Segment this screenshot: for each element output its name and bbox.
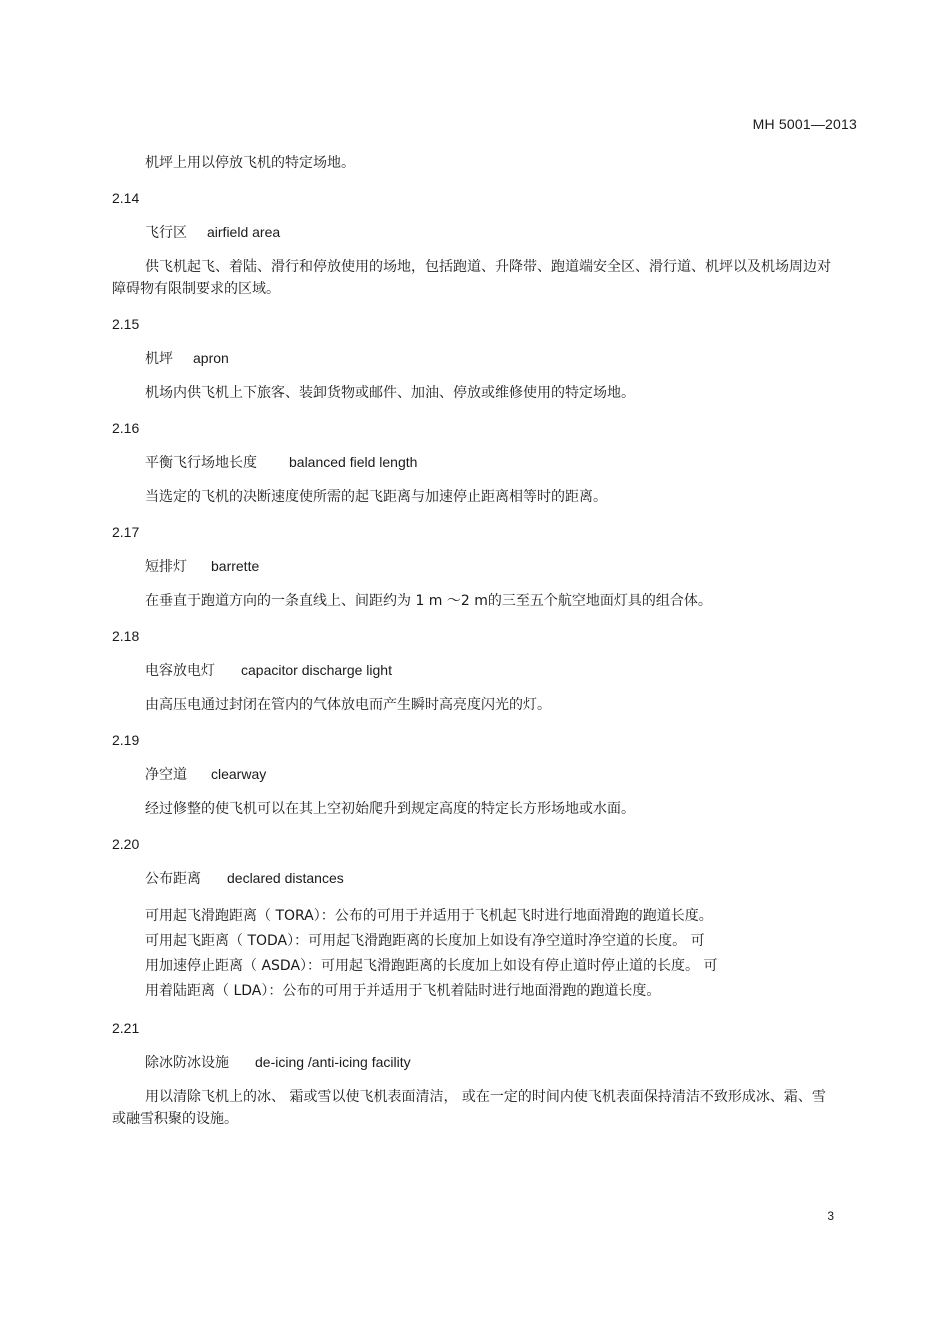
clause-number: 2.20: [112, 836, 140, 852]
definition: 供飞机起飞、着陆、滑行和停放使用的场地，包括跑道、升降带、跑道端安全区、滑行道、机坪以及机场周边对障碍物有限制要求的区域。: [112, 259, 831, 297]
term-line: [145, 451, 832, 474]
term-chinese: 除冰防冰设施: [145, 1055, 229, 1071]
clause-number: 2.18: [112, 628, 140, 644]
entry-2-18: [112, 625, 832, 716]
document-header: MH 5001—2013: [752, 116, 857, 132]
term-chinese: 公布距离: [145, 871, 201, 887]
term-english: barrette: [211, 558, 260, 574]
term-english: declared distances: [227, 870, 344, 886]
definition-line: 可用起飞距离（ TODA）：可用起飞滑跑距离的长度加上如设有净空道时净空道的长度。 可: [145, 933, 705, 949]
definition: 用以清除飞机上的冰、 霜或雪以使飞机表面清洁， 或在一定的时间内使飞机表面保持清洁不致形成冰、霜、雪或融雪积聚的设施。: [112, 1089, 826, 1127]
term-chinese: 飞行区: [145, 225, 187, 241]
term-english: capacitor discharge light: [241, 662, 392, 678]
term-line: [145, 221, 832, 244]
entry-2-16: [112, 417, 832, 508]
term-english: clearway: [211, 766, 267, 782]
term-line: [145, 347, 832, 370]
term-english: balanced field length: [289, 454, 418, 470]
definition: 机场内供飞机上下旅客、装卸货物或邮件、加油、停放或维修使用的特定场地。: [145, 385, 635, 401]
clause-number: 2.14: [112, 190, 140, 206]
term-line: [145, 659, 832, 682]
definition: 当选定的飞机的决断速度使所需的起飞距离与加速停止距离相等时的距离。: [145, 489, 607, 505]
definition: 由高压电通过封闭在管内的气体放电而产生瞬时高亮度闪光的灯。: [145, 697, 551, 713]
clause-number: 2.21: [112, 1020, 140, 1036]
clause-number: 2.17: [112, 524, 140, 540]
definition: 经过修整的使飞机可以在其上空初始爬升到规定高度的特定长方形场地或水面。: [145, 801, 635, 817]
document-body: [112, 152, 832, 1142]
clause-number: 2.19: [112, 732, 140, 748]
entry-2-15: [112, 313, 832, 404]
term-chinese: 电容放电灯: [145, 663, 215, 679]
definition-line: 用加速停止距离（ ASDA）：可用起飞滑跑距离的长度加上如设有停止道时停止道的长度。 可: [145, 958, 718, 974]
entry-2-19: [112, 729, 832, 820]
term-chinese: 机坪: [145, 351, 173, 367]
term-english: apron: [193, 350, 229, 366]
term-line: [145, 555, 832, 578]
term-chinese: 净空道: [145, 767, 187, 783]
declared-distances-list: [112, 904, 832, 1004]
entry-2-17: [112, 521, 832, 612]
clause-number: 2.15: [112, 316, 140, 332]
entry-2-20: [112, 833, 832, 1004]
term-line: [145, 763, 832, 786]
term-english: de-icing /anti-icing facility: [255, 1054, 411, 1070]
term-english: airfield area: [207, 224, 281, 240]
intro-paragraph: 机坪上用以停放飞机的特定场地。: [145, 155, 355, 171]
entry-2-21: [112, 1017, 832, 1130]
clause-number: 2.16: [112, 420, 140, 436]
definition-line: 可用起飞滑跑距离（ TORA）：公布的可用于并适用于飞机起飞时进行地面滑跑的跑道长度。: [145, 908, 713, 924]
entry-2-14: [112, 187, 832, 300]
term-chinese: 短排灯: [145, 559, 187, 575]
term-line: [145, 867, 832, 890]
definition-line: 用着陆距离（ LDA）：公布的可用于并适用于飞机着陆时进行地面滑跑的跑道长度。: [145, 983, 661, 999]
definition: 在垂直于跑道方向的一条直线上、间距约为 1 m ～2 m的三至五个航空地面灯具的组合体。: [145, 593, 712, 609]
term-chinese: 平衡飞行场地长度: [145, 455, 257, 471]
page-number: 3: [827, 1209, 834, 1223]
term-line: [145, 1051, 832, 1074]
